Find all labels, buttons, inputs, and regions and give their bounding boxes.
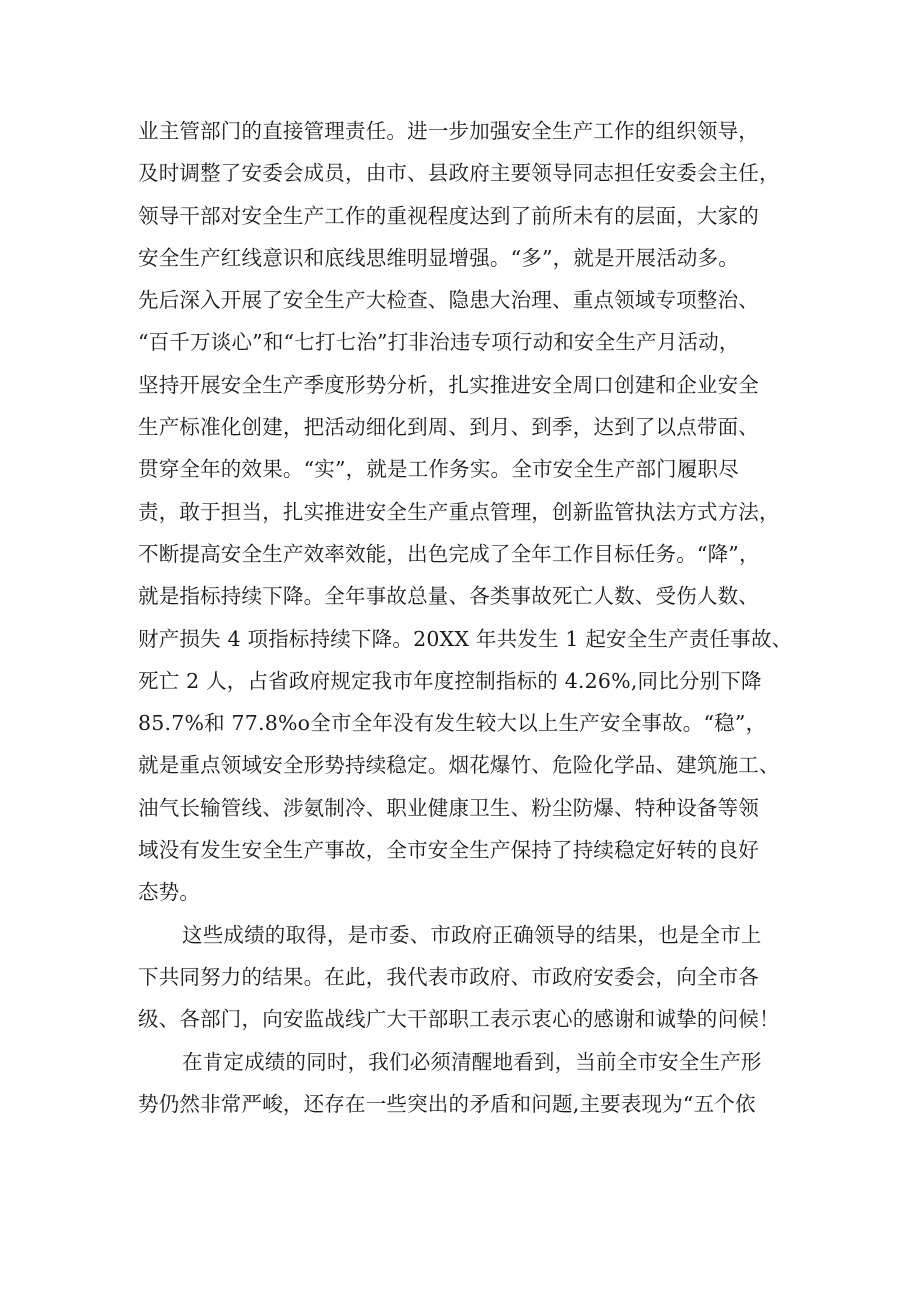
paragraph-achievements [138, 110, 808, 914]
text-line: 级、各部门，向安监战线广大干部职工表示衷心的感谢和诚挚的问候！ [138, 1007, 780, 1032]
text-line: 领导干部对安全生产工作的重视程度达到了前所未有的层面，大家的 [138, 203, 759, 228]
text-line: 就是指标持续下降。全年事故总量、各类事故死亡人数、受伤人数、 [138, 584, 759, 609]
text-line: 85.7%和 77.8%o全市全年没有发生较大以上生产安全事故。“稳”， [138, 711, 767, 736]
text-line: 势仍然非常严峻，还存在一些突出的矛盾和问题,主要表现为“五个依 [138, 1091, 756, 1116]
text-line: 责，敢于担当，扎实推进安全生产重点管理，创新监管执法方式方法， [138, 499, 780, 524]
text-line: 在肯定成绩的同时，我们必须清醒地看到，当前全市安全生产形 [182, 1049, 762, 1074]
text-line: 生产标准化创建，把活动细化到周、到月、到季，达到了以点带面、 [138, 415, 759, 440]
text-line: 业主管部门的直接管理责任。进一步加强安全生产工作的组织领导， [138, 119, 759, 143]
text-line: 财产损失 4 项指标持续下降。20XX 年共发生 1 起安全生产责任事故、 [138, 626, 793, 651]
text-line: “百千万谈心”和“七打七治”打非治违专项行动和安全生产月活动， [138, 330, 740, 355]
text-line: 不断提高安全生产效率效能，出色完成了全年工作目标任务。“降”， [138, 541, 760, 566]
text-line: 油气长输管线、涉氨制冷、职业健康卫生、粉尘防爆、特种设备等领 [138, 795, 759, 820]
paragraph-thanks [138, 914, 808, 1041]
text-line: 及时调整了安委会成员，由市、县政府主要领导同志担任安委会主任， [138, 161, 780, 186]
text-line: 这些成绩的取得，是市委、市政府正确领导的结果，也是全市上 [182, 922, 762, 947]
text-line: 下共同努力的结果。在此，我代表市政府、市政府安委会，向全市各 [138, 964, 759, 989]
document-body [138, 110, 808, 1125]
text-line: 坚持开展安全生产季度形势分析，扎实推进安全周口创建和企业安全 [138, 372, 759, 397]
text-line: 域没有发生安全生产事故，全市安全生产保持了持续稳定好转的良好 [138, 838, 759, 863]
text-line: 就是重点领域安全形势持续稳定。烟花爆竹、危险化学品、建筑施工、 [138, 753, 780, 778]
text-line: 安全生产红线意识和底线思维明显增强。“多”，就是开展活动多。 [138, 245, 739, 270]
text-line: 死亡 2 人，占省政府规定我市年度控制指标的 4.26%,同比分别下降 [138, 668, 762, 693]
text-line: 贯穿全年的效果。“实”，就是工作务实。全市安全生产部门履职尽 [138, 457, 739, 482]
text-line: 先后深入开展了安全生产大检查、隐患大治理、重点领域专项整治、 [138, 288, 759, 313]
text-line: 态势。 [138, 880, 201, 905]
paragraph-problems [138, 1041, 808, 1126]
